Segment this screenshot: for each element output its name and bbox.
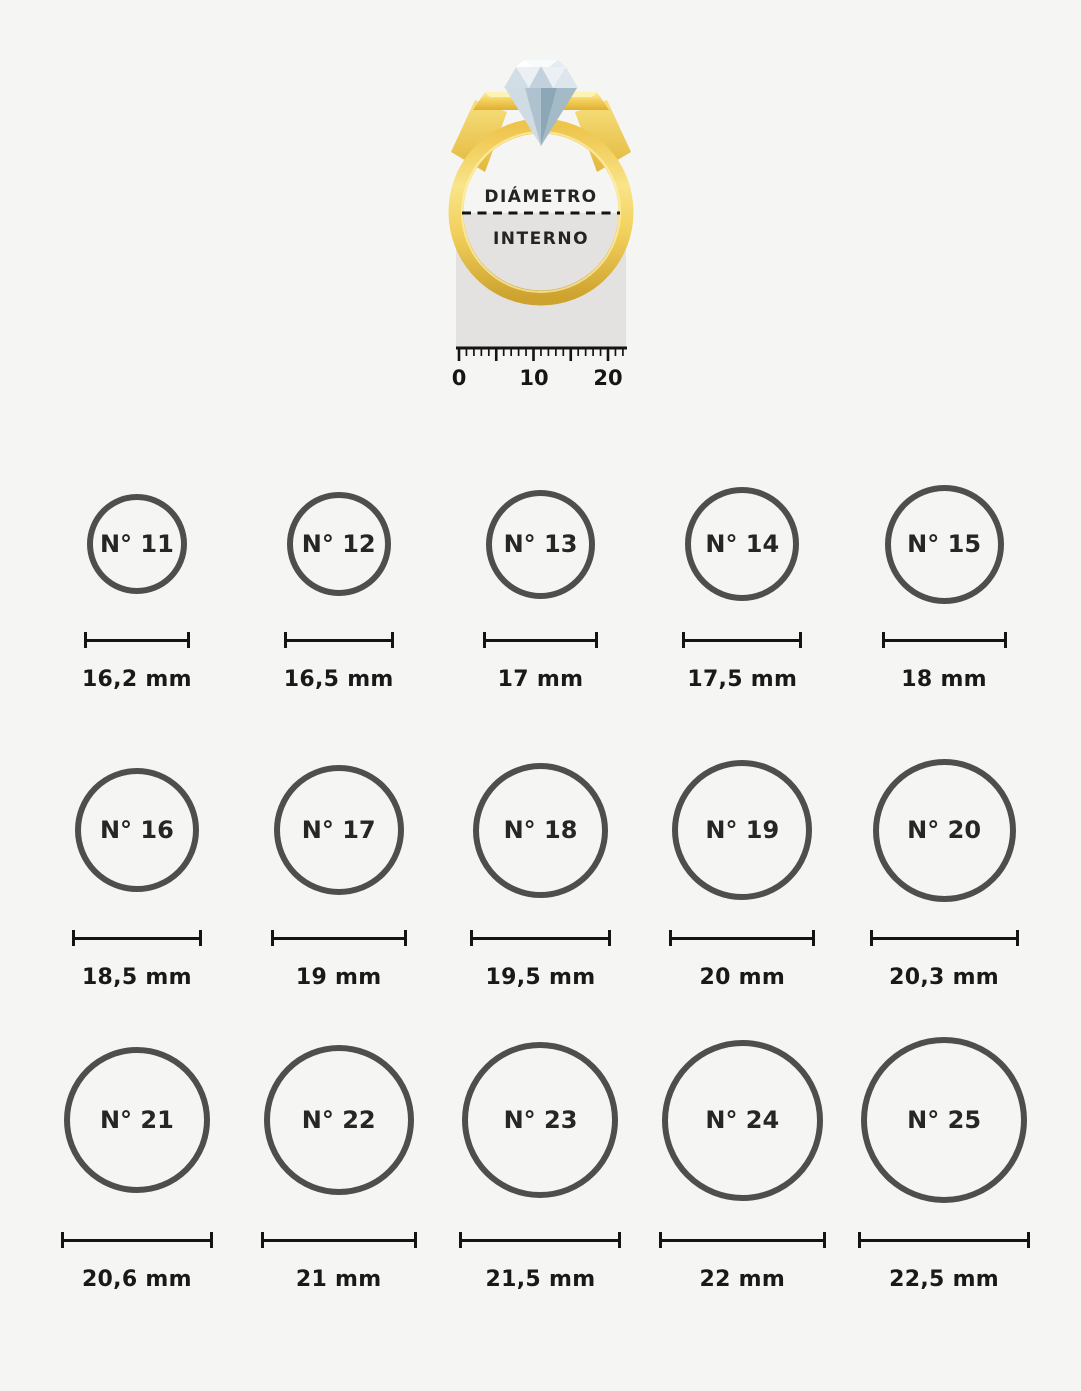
- diameter-value: 21 mm: [295, 1267, 382, 1292]
- ring-size-circle: [462, 1042, 618, 1198]
- ring-illustration: [421, 40, 661, 400]
- ring-size-circle: [473, 763, 608, 898]
- ring-size-circle: [672, 760, 812, 900]
- ring-size-number: N° 25: [907, 1106, 982, 1134]
- ring-circle-area: [287, 482, 391, 606]
- ring-size-circle: [685, 487, 799, 601]
- ring-size-number: N° 19: [705, 816, 780, 844]
- ring-size-item: [843, 756, 1045, 990]
- diameter-measure-line: [470, 930, 611, 946]
- ring-size-circle: [64, 1047, 210, 1193]
- ruler-label-20: 20: [592, 366, 623, 390]
- ring-size-item: [238, 756, 440, 990]
- diameter-measure-line: [669, 930, 815, 946]
- ring-circle-area: [861, 1034, 1027, 1206]
- ring-size-circle: [264, 1045, 414, 1195]
- diameter-value: 16,5 mm: [283, 667, 394, 692]
- ring-circle-area: [264, 1034, 414, 1206]
- ring-size-item: [440, 756, 642, 990]
- diameter-measure-line: [261, 1232, 417, 1248]
- ring-size-circle: [274, 765, 404, 895]
- ring-size-number: N° 24: [705, 1106, 780, 1134]
- ring-size-number: N° 21: [99, 1106, 174, 1134]
- diameter-measure-line: [882, 632, 1007, 648]
- ring-size-number: N° 18: [503, 816, 578, 844]
- diameter-measure-line: [271, 930, 407, 946]
- ring-circle-area: [473, 756, 608, 904]
- ring-size-circle: [87, 494, 187, 594]
- ring-size-number: N° 12: [301, 530, 376, 558]
- diameter-measure-line: [659, 1232, 826, 1248]
- ring-size-item: [36, 756, 238, 990]
- diameter-value: 21,5 mm: [485, 1267, 596, 1292]
- ring-size-item: [238, 1034, 440, 1292]
- ring-size-number: N° 15: [907, 530, 982, 558]
- ring-size-item: [36, 482, 238, 692]
- ring-size-row: [0, 1034, 1081, 1292]
- ring-size-circle: [873, 759, 1016, 902]
- ring-circle-area: [672, 756, 812, 904]
- ruler-ticks: [459, 348, 623, 361]
- diameter-measure-line: [483, 632, 598, 648]
- ring-circle-area: [462, 1034, 618, 1206]
- diameter-label-top: DIÁMETRO: [483, 187, 598, 207]
- ring-size-item: [843, 482, 1045, 692]
- ring-size-circle: [287, 492, 391, 596]
- ring-size-number: N° 22: [301, 1106, 376, 1134]
- ring-circle-area: [685, 482, 799, 606]
- ring-size-circle: [662, 1040, 823, 1201]
- ring-size-number: N° 11: [99, 530, 174, 558]
- ring-size-item: [641, 482, 843, 692]
- ring-size-circle: [75, 768, 199, 892]
- ring-circle-area: [662, 1034, 823, 1206]
- ring-size-item: [440, 1034, 642, 1292]
- diameter-value: 20 mm: [699, 965, 786, 990]
- ring-circle-area: [75, 756, 199, 904]
- ring-size-number: N° 16: [99, 816, 174, 844]
- diameter-measure-line: [870, 930, 1019, 946]
- diameter-value: 17,5 mm: [687, 667, 798, 692]
- diameter-value: 20,3 mm: [889, 965, 1000, 990]
- ring-size-item: [641, 1034, 843, 1292]
- ring-size-number: N° 20: [907, 816, 982, 844]
- diameter-measure-line: [459, 1232, 621, 1248]
- ring-circle-area: [486, 482, 595, 606]
- ring-size-item: [238, 482, 440, 692]
- ring-size-item: [843, 1034, 1045, 1292]
- ring-size-item: [36, 1034, 238, 1292]
- diameter-label-bottom: INTERNO: [492, 229, 589, 249]
- diameter-value: 19,5 mm: [485, 965, 596, 990]
- ring-size-number: N° 23: [503, 1106, 578, 1134]
- gold-ring-diagram-icon: [421, 40, 661, 400]
- ring-circle-area: [87, 482, 187, 606]
- ring-size-number: N° 14: [705, 530, 780, 558]
- diameter-measure-line: [682, 632, 802, 648]
- ring-size-row: [0, 756, 1081, 990]
- diameter-value: 17 mm: [497, 667, 584, 692]
- ring-size-circle: [885, 485, 1004, 604]
- ring-size-item: [440, 482, 642, 692]
- diameter-value: 18,5 mm: [81, 965, 192, 990]
- diameter-measure-line: [84, 632, 190, 648]
- diamond-crown: [504, 60, 578, 88]
- diameter-value: 22,5 mm: [889, 1267, 1000, 1292]
- ruler-label-10: 10: [518, 366, 549, 390]
- diameter-value: 20,6 mm: [81, 1267, 192, 1292]
- diameter-measure-line: [858, 1232, 1030, 1248]
- ring-circle-area: [873, 756, 1016, 904]
- diameter-value: 22 mm: [699, 1267, 786, 1292]
- diameter-value: 19 mm: [295, 965, 382, 990]
- diameter-measure-line: [284, 632, 394, 648]
- ring-size-number: N° 13: [503, 530, 578, 558]
- ring-size-circle: [486, 490, 595, 599]
- ring-size-number: N° 17: [301, 816, 376, 844]
- ring-circle-area: [64, 1034, 210, 1206]
- diameter-value: 18 mm: [901, 667, 987, 692]
- ruler-label-0: 0: [451, 366, 466, 390]
- diameter-measure-line: [72, 930, 202, 946]
- ring-size-circle: [861, 1037, 1027, 1203]
- ring-size-grid: [0, 482, 1081, 1292]
- ring-size-row: [0, 482, 1081, 692]
- ring-circle-area: [885, 482, 1004, 606]
- ring-circle-area: [274, 756, 404, 904]
- ring-size-item: [641, 756, 843, 990]
- diameter-measure-line: [61, 1232, 213, 1248]
- diameter-value: 16,2 mm: [81, 667, 192, 692]
